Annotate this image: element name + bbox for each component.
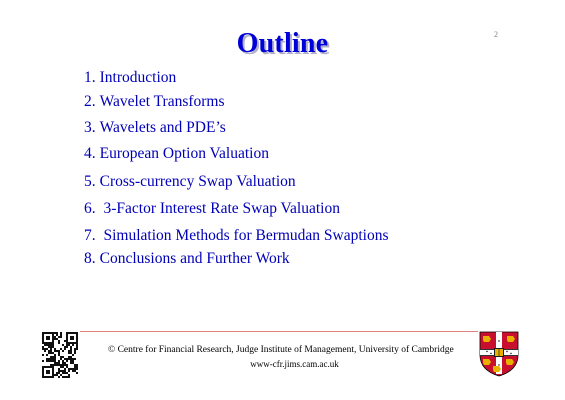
item-label: Wavelets and PDE’s — [99, 119, 226, 136]
item-number: 6. — [84, 200, 96, 217]
item-number: 3. — [84, 119, 96, 136]
item-label: Cross-currency Swap Valuation — [99, 173, 296, 190]
footer-divider — [80, 331, 478, 332]
item-number: 7. — [84, 227, 96, 244]
footer-url: www-cfr.jims.cam.ac.uk — [250, 359, 339, 369]
outline-item-5 — [84, 173, 296, 191]
item-label: Wavelet Transforms — [99, 93, 225, 110]
outline-item-7 — [84, 227, 389, 245]
item-label: 3-Factor Interest Rate Swap Valuation — [99, 200, 340, 217]
item-number: 5. — [84, 173, 96, 190]
item-label: Conclusions and Further Work — [99, 250, 290, 267]
outline-item-2 — [84, 93, 225, 111]
item-label: European Option Valuation — [99, 145, 269, 162]
outline-item-3 — [84, 119, 226, 137]
outline-item-1 — [84, 69, 176, 87]
outline-item-6 — [84, 200, 340, 218]
item-label: Simulation Methods for Bermudan Swaptions — [99, 227, 389, 244]
slide-title: Outline — [236, 28, 329, 59]
university-crest-icon — [479, 331, 519, 377]
footer-credit: © Centre for Financial Research, Judge Institute of Management, University of Cambridge — [108, 345, 454, 355]
item-number: 2. — [84, 93, 96, 110]
item-number: 1. — [84, 69, 96, 86]
outline-item-4 — [84, 145, 269, 163]
item-number: 8. — [84, 250, 96, 267]
outline-item-8 — [84, 250, 290, 268]
qr-code-icon — [42, 332, 78, 378]
item-number: 4. — [84, 145, 96, 162]
page-number: 2 — [494, 30, 498, 39]
item-label: Introduction — [99, 69, 177, 86]
